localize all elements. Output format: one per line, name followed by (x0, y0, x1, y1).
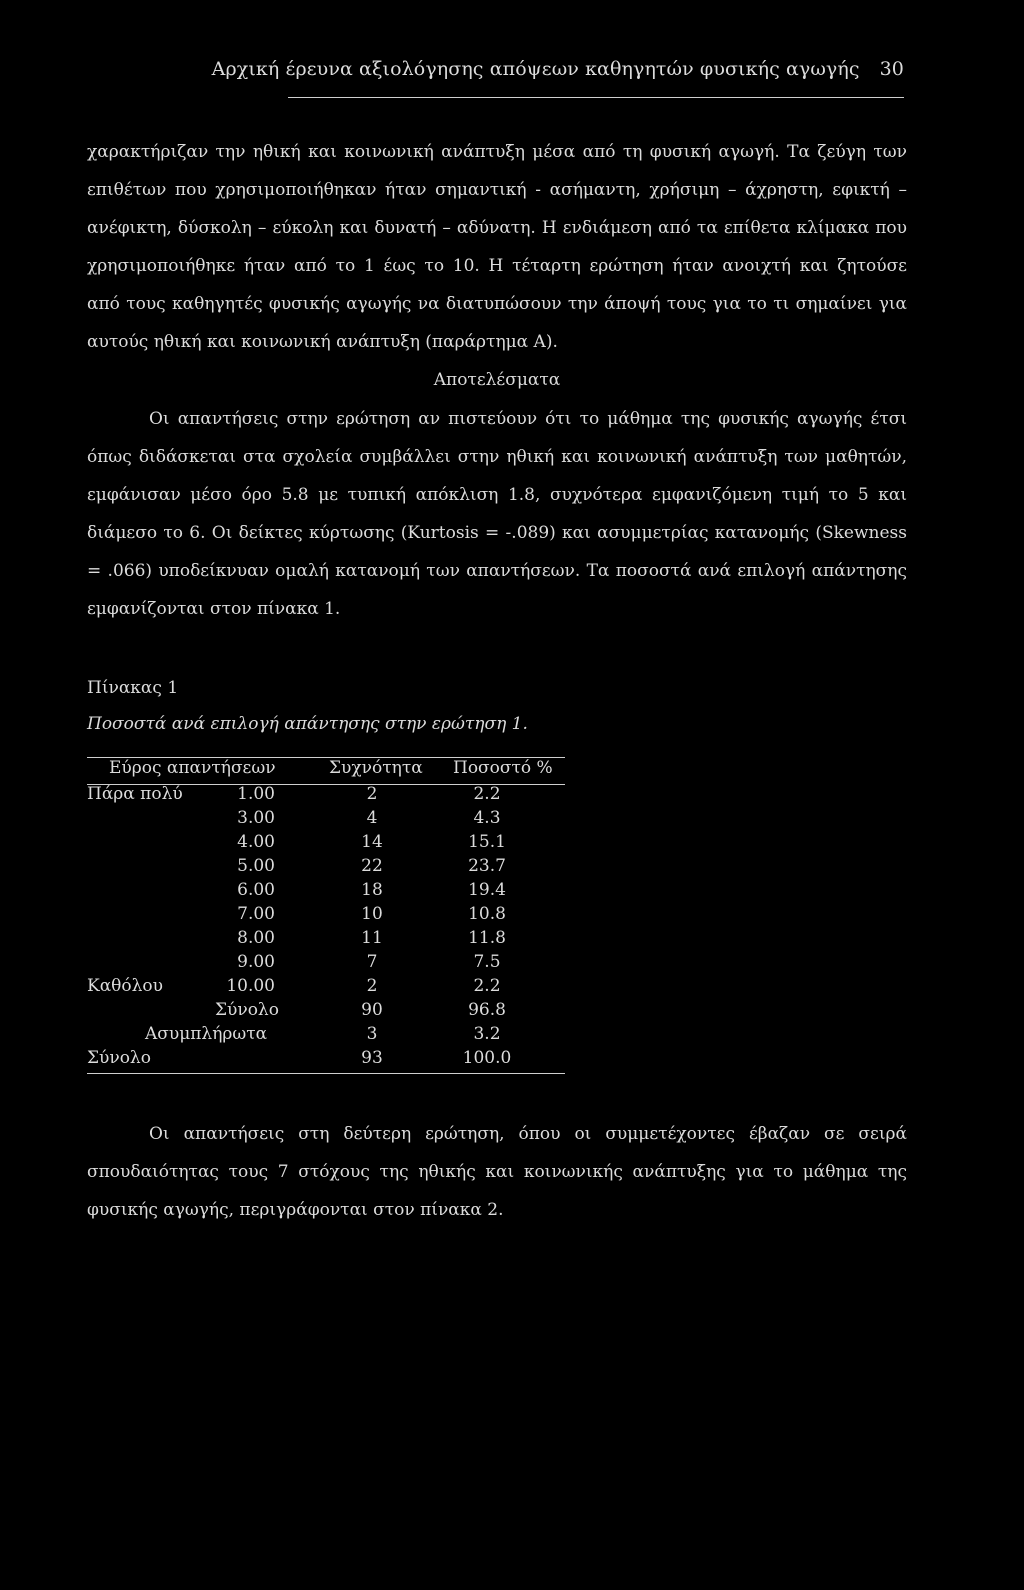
table-label: Πίνακας 1 (87, 678, 179, 698)
text-line: χαρακτήριζαν την ηθική και κοινωνική ανάπτυξη μέσα από τη φυσική αγωγή. Τα ζεύγη των (87, 142, 907, 162)
cell-percent: 2.2 (473, 784, 501, 804)
cell-frequency: 10 (361, 904, 383, 924)
table-row (87, 928, 565, 952)
table-row (87, 952, 565, 976)
table-row (87, 856, 565, 880)
header-rule (288, 97, 904, 98)
table-row (87, 832, 565, 856)
text-line: εμφάνισαν μέσο όρο 5.8 με τυπική απόκλιση 1.8, συχνότερα εμφανιζόμενη τιμή το 5 και (87, 485, 907, 505)
cell-percent: 10.8 (468, 904, 506, 924)
table-total-row (87, 1048, 565, 1072)
header-percent: Ποσοστό % (453, 758, 553, 778)
cell-code: 7.00 (237, 904, 275, 924)
subtotal-frequency: 90 (361, 1000, 383, 1020)
missing-label: Ασυμπλήρωτα (145, 1024, 268, 1044)
cell-percent: 2.2 (473, 976, 501, 996)
cell-range: Πάρα πολύ (87, 784, 183, 804)
missing-percent: 3.2 (473, 1024, 501, 1044)
text-line: αυτούς ηθική και κοινωνική ανάπτυξη (παράρτημα Α). (87, 332, 558, 352)
cell-frequency: 18 (361, 880, 383, 900)
cell-frequency: 14 (361, 832, 383, 852)
cell-code: 5.00 (237, 856, 275, 876)
text-line: διάμεσο το 6. Οι δείκτες κύρτωσης (Kurtosis = -.089) και ασυμμετρίας κατανομής (Skewness (87, 523, 907, 543)
subtotal-percent: 96.8 (468, 1000, 506, 1020)
cell-frequency: 7 (366, 952, 378, 972)
cell-code: 4.00 (237, 832, 275, 852)
missing-frequency: 3 (366, 1024, 378, 1044)
text-line: εμφανίζονται στον πίνακα 1. (87, 599, 341, 619)
page-number: 30 (879, 58, 904, 80)
table-header-row (87, 758, 565, 782)
cell-frequency: 2 (366, 976, 378, 996)
cell-code: 3.00 (237, 808, 275, 828)
cell-percent: 7.5 (473, 952, 501, 972)
total-percent: 100.0 (462, 1048, 512, 1068)
text-line: = .066) υποδείκνυαν ομαλή κατανομή των απαντήσεων. Τα ποσοστά ανά επιλογή απάντησης (87, 561, 907, 581)
table-row (87, 904, 565, 928)
results-paragraph (87, 400, 907, 628)
cell-percent: 11.8 (468, 928, 506, 948)
cell-code: 9.00 (237, 952, 275, 972)
text-line: επιθέτων που χρησιμοποιήθηκαν ήταν σημαντική - ασήμαντη, χρήσιμη – άχρηστη, εφικτή – (87, 180, 907, 200)
cell-percent: 19.4 (468, 880, 506, 900)
intro-paragraph (87, 133, 907, 361)
cell-code: 6.00 (237, 880, 275, 900)
cell-percent: 15.1 (468, 832, 506, 852)
text-line: χρησιμοποιήθηκε ήταν από το 1 έως το 10. Η τέταρτη ερώτηση ήταν ανοιχτή και ζητούσε (87, 256, 907, 276)
cell-percent: 4.3 (473, 808, 501, 828)
running-header (60, 58, 904, 80)
table-caption: Ποσοστά ανά επιλογή απάντησης στην ερώτηση 1. (87, 714, 528, 734)
text-line: Οι απαντήσεις στην ερώτηση αν πιστεύουν ότι το μάθημα της φυσικής αγωγής έτσι (149, 409, 907, 429)
header-title: Αρχική έρευνα αξιολόγησης απόψεων καθηγητών φυσικής αγωγής (211, 58, 860, 80)
table-row (87, 808, 565, 832)
table-subtotal-row (87, 1000, 565, 1024)
cell-code: 8.00 (237, 928, 275, 948)
text-line: φυσικής αγωγής, περιγράφονται στον πίνακα 2. (87, 1200, 504, 1220)
text-line: Οι απαντήσεις στη δεύτερη ερώτηση, όπου οι συμμετέχοντες έβαζαν σε σειρά (149, 1124, 907, 1144)
cell-percent: 23.7 (468, 856, 506, 876)
cell-frequency: 2 (366, 784, 378, 804)
table-bottom-rule (87, 1073, 565, 1074)
table-row (87, 784, 565, 808)
cell-range: Καθόλου (87, 976, 163, 996)
table-missing-row (87, 1024, 565, 1048)
header-range: Εύρος απαντήσεων (109, 758, 276, 778)
results-heading: Αποτελέσματα (433, 370, 561, 390)
table-row (87, 880, 565, 904)
total-frequency: 93 (361, 1048, 383, 1068)
cell-code: 10.00 (226, 976, 275, 996)
text-line: σπουδαιότητας τους 7 στόχους της ηθικής και κοινωνικής ανάπτυξης για το μάθημα της (87, 1162, 907, 1182)
subtotal-label: Σύνολο (215, 1000, 279, 1020)
text-line: από τους καθηγητές φυσικής αγωγής να διατυπώσουν την άποψή τους για το τι σημαίνει για (87, 294, 907, 314)
cell-frequency: 4 (366, 808, 378, 828)
cell-frequency: 22 (361, 856, 383, 876)
total-label: Σύνολο (87, 1048, 151, 1068)
text-line: ανέφικτη, δύσκολη – εύκολη και δυνατή – αδύνατη. Η ενδιάμεση από τα επίθετα κλίμακα που (87, 218, 907, 238)
closing-paragraph (87, 1115, 907, 1229)
cell-code: 1.00 (237, 784, 275, 804)
table-row (87, 976, 565, 1000)
header-frequency: Συχνότητα (329, 758, 423, 778)
text-line: όπως διδάσκεται στα σχολεία συμβάλλει στην ηθική και κοινωνική ανάπτυξη των μαθητών, (87, 447, 907, 467)
cell-frequency: 11 (361, 928, 383, 948)
